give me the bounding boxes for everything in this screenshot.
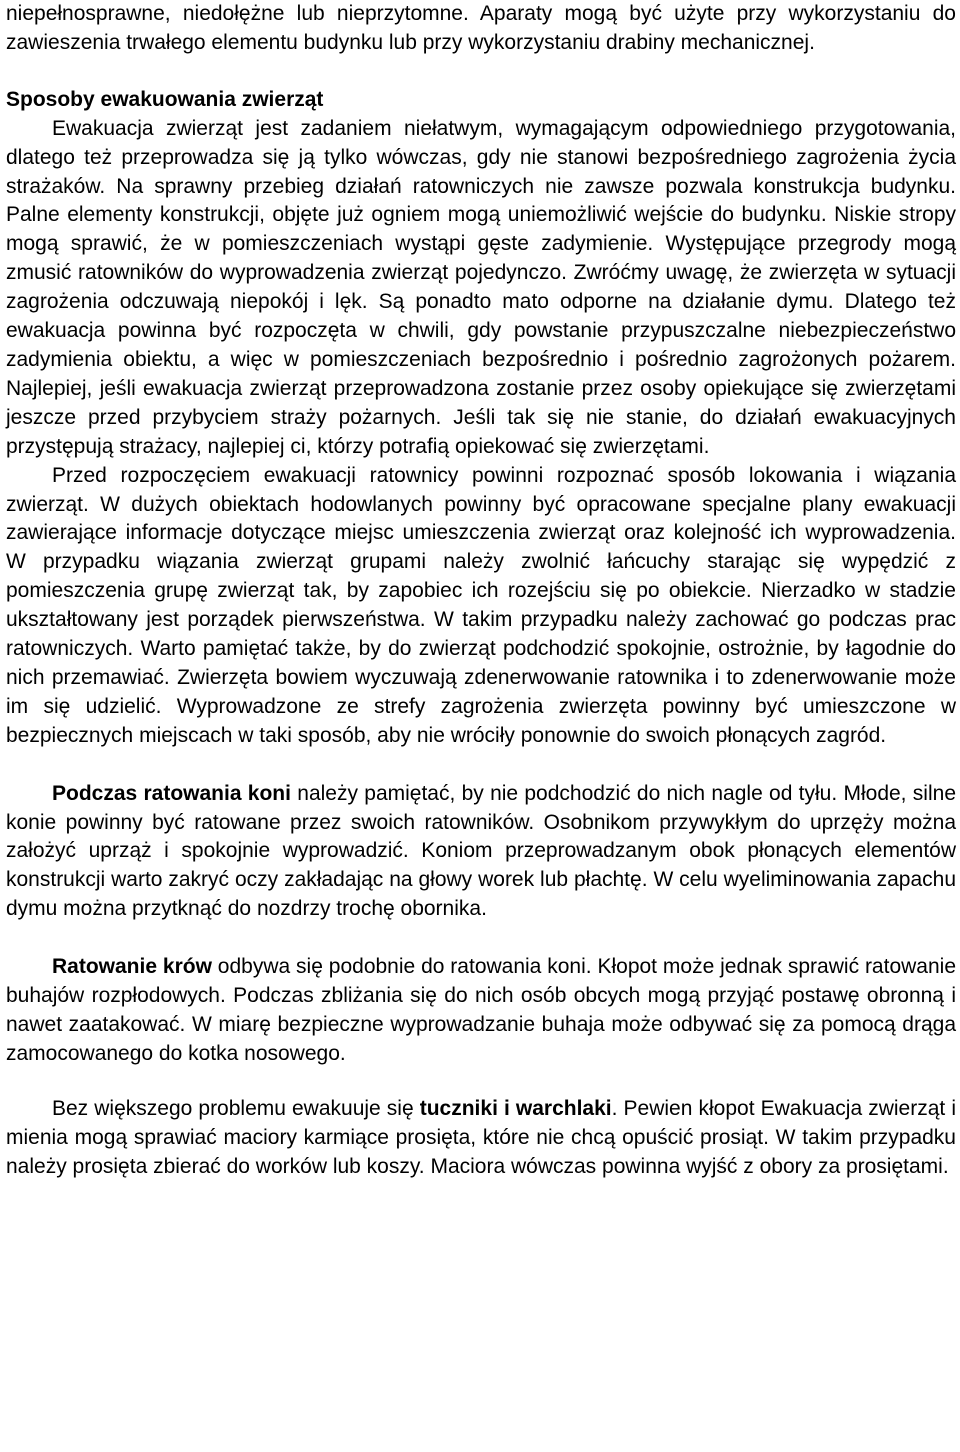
evacuation-paragraph-2: Przed rozpoczęciem ewakuacji ratownicy powinni rozpoznać sposób lokowania i wiązania zwierząt. W dużych obiektach hodowlanych powinny być opracowane specjalne plany ewakuacji zawierające informacje dotyczące miejsc umieszczenia zwierząt oraz kolejność ich wyprowadzenia. W przypadku wiązania zwierząt grupami należy zwolnić łańcuchy starając się wypędzić z pomieszczenia grupę zwierząt tak, by zapobiec ich rozejściu się po obiekcie. Nierzadko w stadzie ukształtowany jest porządek pierwszeństwa. W takim przypadku należy zachować go podczas prac ratowniczych. Warto pamiętać także, by do zwierząt podchodzić spokojnie, ostrożnie, by łagodnie do nich przemawiać. Zwierzęta bowiem wyczuwają zdenerwowanie ratownika i to zdenerwowanie może im się udzielić. Wyprowadzone ze strefy zagrożenia zwierzęta powinny być umieszczone w bezpiecznych miejscach w taki sposób, aby nie wróciły ponownie do swoich płonących zagród. — [6, 463, 956, 747]
pigs-heading: tuczniki i warchlaki — [419, 1096, 612, 1120]
evacuation-paragraph-1: Ewakuacja zwierząt jest zadaniem niełatwym, wymagającym odpowiedniego przygotowania, dlatego też przeprowadza się ją tylko wówczas, gdy nie stanowi bezpośredniego zagrożenia życia strażaków. Na sprawny przebieg działań ratowniczych nie zawsze pozwala konstrukcja budynku. Palne elementy konstrukcji, objęte już ogniem mogą uniemożliwić wejście do budynku. Niskie stropy mogą sprawić, że w pomieszczeniach wystąpi gęste zadymienie. Występujące przegrody mogą zmusić ratowników do wyprowadzenia zwierząt pojedynczo. Zwróćmy uwagę, że zwierzęta w sytuacji zagrożenia odczuwają niepokój i lęk. Są ponadto mato odporne na działanie dymu. Dlatego też ewakuacja powinna być rozpoczęta w chwili, gdy powstanie przypuszczalne niebezpieczeństwo zadymienia obiektu, a więc w pomieszczeniach bezpośrednio i pośrednio zagrożonych pożarem. Najlepiej, jeśli ewakuacja zwierząt przeprowadzona zostanie przez osoby opiekujące się zwierzętami jeszcze przed przybyciem straży pożarnych. Jeśli tak się nie stanie, do działań ewakuacyjnych przystępują strażacy, najlepiej ci, którzy potrafią opiekować się zwierzętami. — [6, 116, 956, 458]
section-title: Sposoby ewakuowania zwierząt — [6, 87, 324, 111]
horses-heading: Podczas ratowania koni — [52, 781, 291, 805]
intro-paragraph: niepełnosprawne, niedołężne lub nieprzytomne. Aparaty mogą być użyte przy wykorzystaniu do zawieszenia trwałego elementu budynku lub przy wykorzystaniu drabiny mechanicznej. — [6, 2, 956, 54]
document-page — [6, 0, 956, 1182]
horses-paragraph — [6, 780, 956, 925]
cows-paragraph — [6, 953, 956, 1069]
cows-text: odbywa się podobnie do ratowania koni. Kłopot może jednak sprawić ratowanie buhajów rozpłodowych. Podczas zbliżania się do nich osób obcych mogą przyjąć postawę obronną i nawet zaatakować. W miarę bezpieczne wyprowadzanie buhaja może odbywać się za pomocą drąga zamocowanego do kotka nosowego. — [6, 955, 956, 1065]
cows-heading: Ratowanie krów — [52, 955, 212, 979]
horses-text: należy pamiętać, by nie podchodzić do nich nagle od tyłu. Młode, silne konie powinny być ratowane przez swoich ratowników. Osobnikom przywykłym do uprzęży można założyć uprząż i spokojnie wyprowadzić. Koniom przeprowadzanym obok płonących elementów konstrukcji warto zakryć oczy zakładając na głowy worek lub płachtę. W celu wyeliminowania zapachu dymu można przytknąć do nozdrzy trochę obornika. — [6, 781, 956, 921]
pigs-text-before: Bez większego problemu ewakuuje się — [52, 1096, 420, 1120]
pigs-text-after: . Pewien kłopot Ewakuacja zwierząt i mienia mogą sprawiać maciory karmiące prosięta, które nie chcą opuścić prosiąt. W takim przypadku należy prosięta zbierać do worków lub koszy. Maciora wówczas powinna wyjść z obory za prosiętami. — [6, 1096, 956, 1178]
pigs-paragraph — [6, 1095, 956, 1182]
